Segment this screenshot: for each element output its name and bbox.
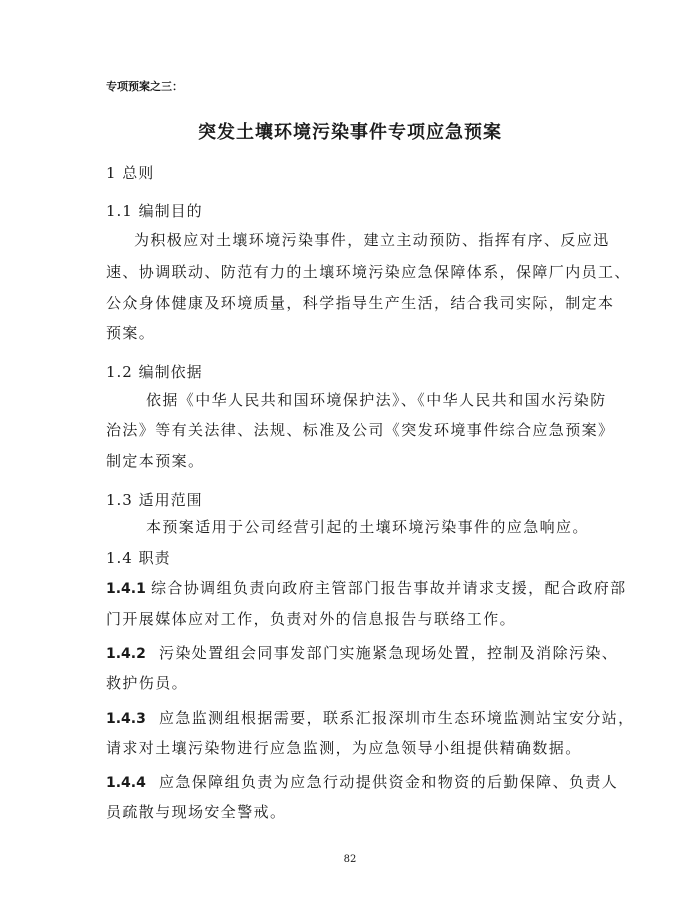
paragraph-line: 为积极应对土壤环境污染事件，建立主动预防、指挥有序、反应迅: [134, 231, 610, 249]
duty-item-number: 1.4.3: [106, 711, 146, 727]
paragraph-line: 员疏散与现场安全警戒。: [106, 803, 287, 821]
page-title: 突发土壤环境污染事件专项应急预案: [198, 122, 502, 143]
paragraph-line: 应急监测组根据需要，联系汇报深圳市生态环境监测站宝安分站，: [158, 709, 635, 727]
duty-item-number: 1.4.2: [106, 646, 146, 662]
section-heading-1-3: 1.3 适用范围: [106, 491, 203, 509]
duty-item-number: 1.4.1: [106, 581, 146, 597]
paragraph-line: 速、协调联动、防范有力的土壤环境污染应急保障体系，保障厂内员工、: [106, 263, 631, 281]
section-heading-1-4: 1.4 职责: [106, 549, 171, 567]
paragraph-line: 请求对土壤污染物进行应急监测，为应急领导小组提供精确数据。: [106, 739, 582, 757]
paragraph-line: 本预案适用于公司经营引起的土壤环境污染事件的应急响应。: [146, 518, 589, 536]
page-number: 82: [343, 854, 357, 865]
duty-item-number: 1.4.4: [106, 775, 146, 791]
paragraph-line: 公众身体健康及环境质量，科学指导生产生活，结合我司实际，制定本: [106, 294, 615, 312]
paragraph-line: 综合协调组负责向政府主管部门报告事故并请求支援，配合政府部: [150, 579, 627, 597]
section-heading-1-2: 1.2 编制依据: [106, 363, 203, 381]
paragraph-line: 依据《中华人民共和国环境保护法》、《中华人民共和国水污染防: [146, 391, 607, 409]
paragraph-line: 污染处置组会同事发部门实施紧急现场处置，控制及消除污染、: [158, 644, 619, 662]
duty-item: [106, 642, 618, 663]
duty-item: [106, 707, 635, 728]
duty-item: [106, 577, 627, 598]
paragraph-line: 治法》等有关法律、法规、标准及公司《突发环境事件综合应急预案》: [106, 421, 615, 439]
paragraph-line: 门开展媒体应对工作，负责对外的信息报告与联络工作。: [106, 610, 517, 628]
plan-series-label: 专项预案之三：: [106, 80, 183, 93]
paragraph-line: 应急保障组负责为应急行动提供资金和物资的后勤保障、负责人: [158, 773, 619, 791]
section-heading-1-1: 1.1 编制目的: [106, 202, 203, 220]
section-heading-1: 1 总则: [106, 164, 155, 182]
paragraph-line: 救护伤员。: [106, 674, 189, 692]
paragraph-line: 制定本预案。: [106, 452, 205, 470]
paragraph-line: 预案。: [106, 324, 156, 342]
duty-item: [106, 771, 618, 792]
